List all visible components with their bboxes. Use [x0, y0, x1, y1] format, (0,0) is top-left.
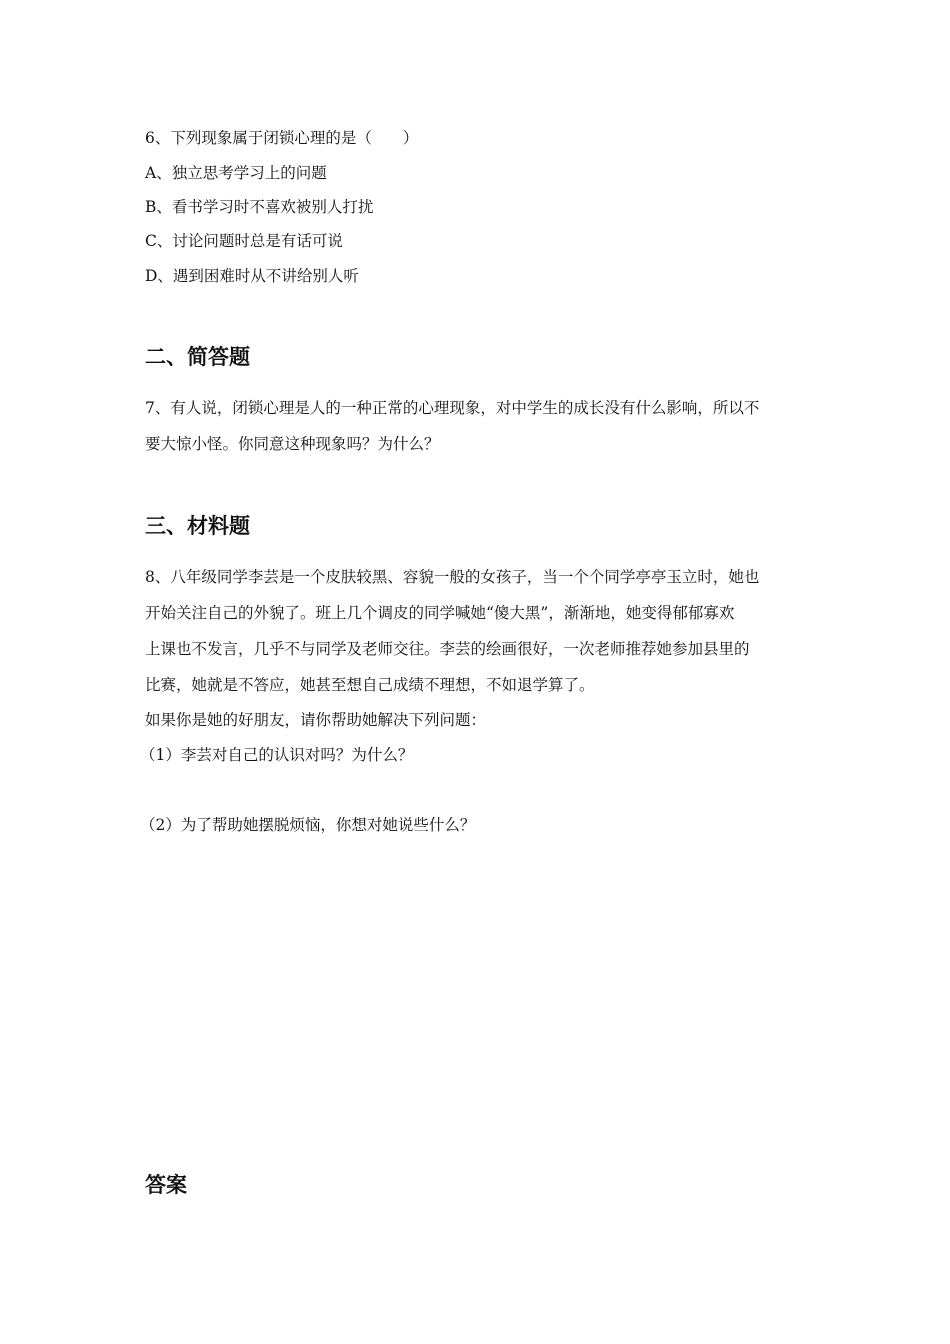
q6-option-d: D、遇到困难时从不讲给别人听 — [145, 267, 359, 285]
section-heading-short-answer: 二、简答题 — [145, 345, 250, 369]
section-heading-material: 三、材料题 — [145, 514, 250, 538]
q8-line-1: 8、八年级同学李芸是一个皮肤较黑、容貌一般的女孩子，当一个个同学亭亭玉立时，她也 — [145, 568, 760, 586]
q6-stem: 6、下列现象属于闭锁心理的是（ ） — [145, 129, 419, 147]
q8-sub-question-2: （2）为了帮助她摆脱烦恼，你想对她说些什么？ — [140, 816, 476, 834]
answer-heading: 答案 — [145, 1173, 187, 1197]
q7-line-2: 要大惊小怪。你同意这种现象吗？为什么？ — [145, 435, 440, 453]
q8-sub-question-1: （1）李芸对自己的认识对吗？为什么？ — [140, 746, 414, 764]
q8-line-2: 开始关注自己的外貌了。班上几个调皮的同学喊她“傻大黑”，渐渐地，她变得郁郁寡欢 — [145, 604, 735, 622]
q7-line-1: 7、有人说，闭锁心理是人的一种正常的心理现象，对中学生的成长没有什么影响，所以不 — [145, 399, 760, 417]
q6-option-b: B、看书学习时不喜欢被别人打扰 — [145, 198, 374, 216]
q8-intro: 如果你是她的好朋友，请你帮助她解决下列问题： — [145, 711, 487, 729]
q8-line-3: 上课也不发言，几乎不与同学及老师交往。李芸的绘画很好，一次老师推荐她参加县里的 — [145, 640, 750, 658]
q8-line-4: 比赛，她就是不答应，她甚至想自己成绩不理想，不如退学算了。 — [145, 676, 595, 694]
q6-option-c: C、讨论问题时总是有话可说 — [145, 232, 343, 250]
q6-option-a: A、独立思考学习上的问题 — [145, 164, 327, 182]
